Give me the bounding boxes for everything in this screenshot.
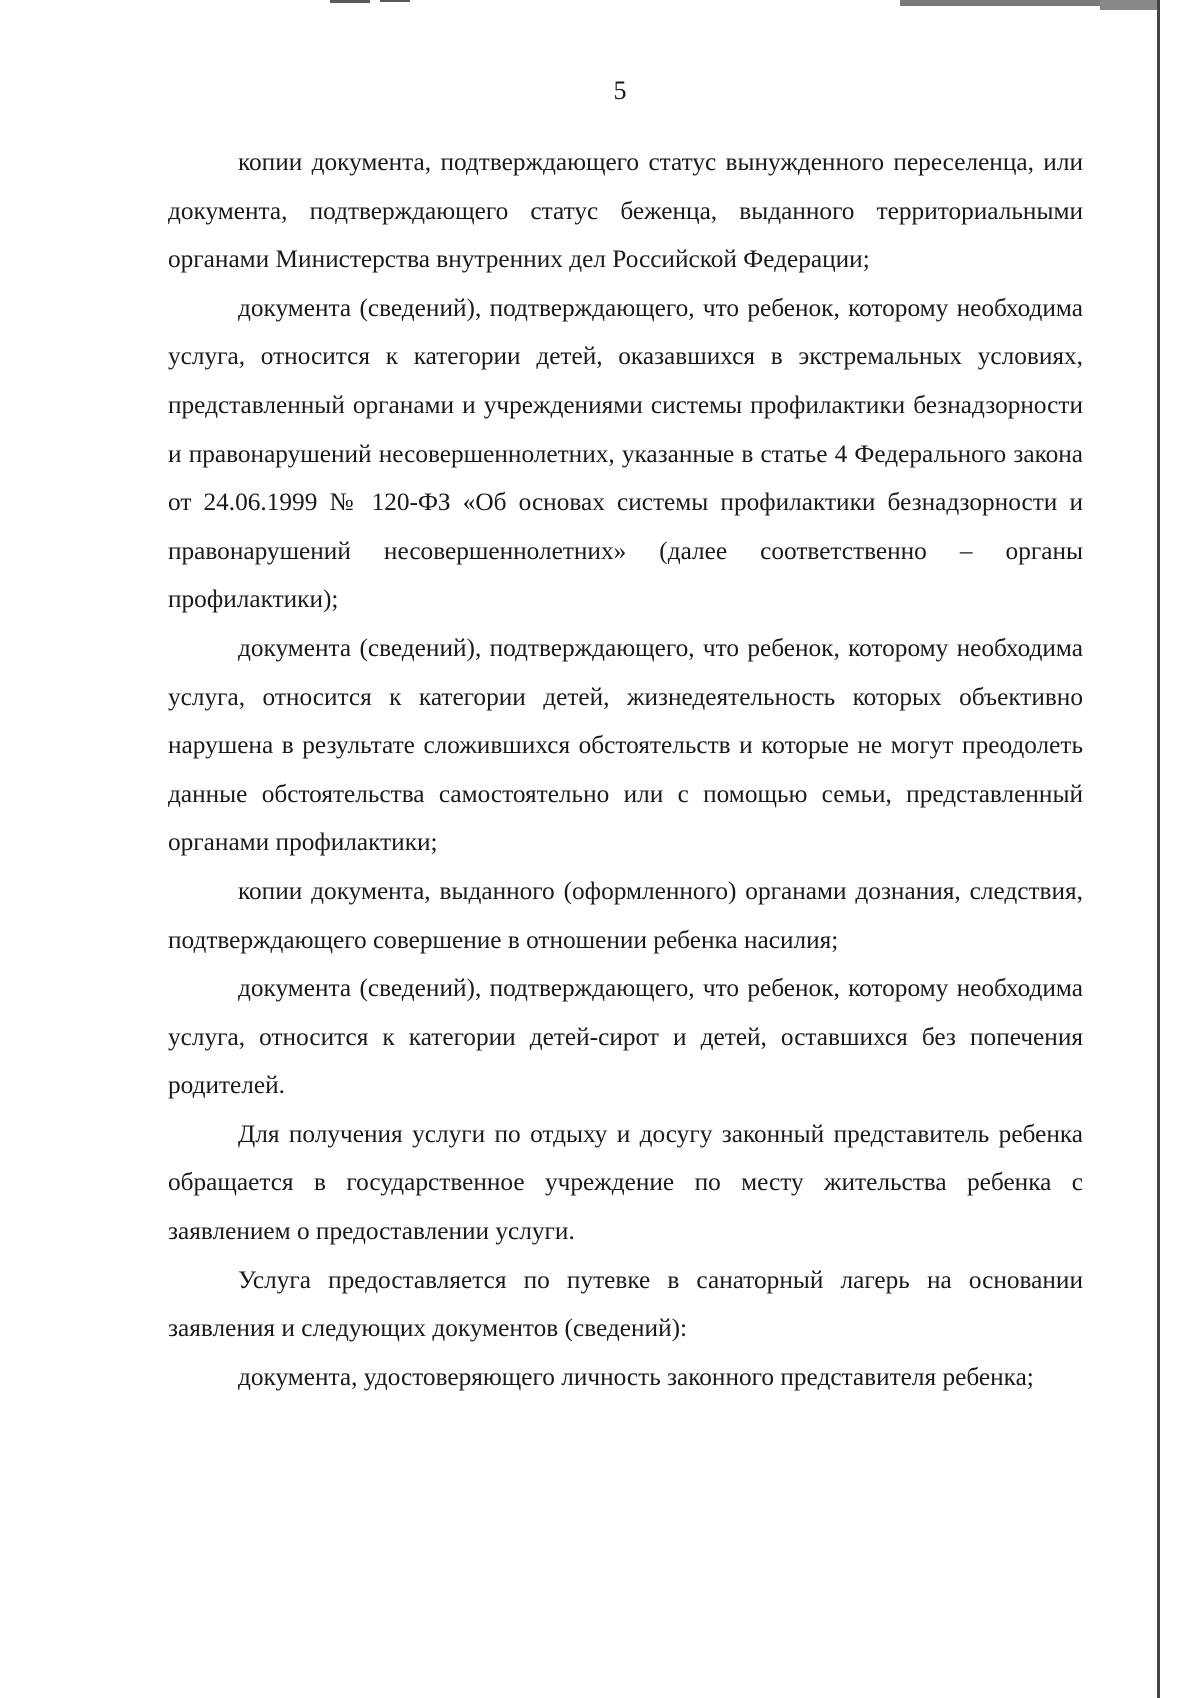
paragraph: Для получения услуги по отдыху и досугу законный представитель ребенка обращается в государственное учреждение по месту жительства ребенка с заявлением о предоставлении услуги.: [168, 1119, 1083, 1246]
paragraph: документа (сведений), подтверждающего, что ребенок, которому необходима услуга, относится к категории детей, жизнедеятельность которых объективно нарушена в результате сложившихся обстоятельств и которые не могут преодолеть данные обстоятельства самостоятельно или с помощью семьи, представленный органами профилактики;: [168, 633, 1083, 857]
scan-streak: [380, 0, 410, 2]
paragraph: документа (сведений), подтверждающего, что ребенок, которому необходима услуга, относится к категории детей, оказавшихся в экстремальных условиях, представленный органами и учреждениями системы профилактики безнадзорности и правонарушений несовершеннолетних, указанные в статье 4 Федерального закона от 24.06.1999 № 120-ФЗ «Об основах системы профилактики безнадзорности и правонарушений несовершеннолетних» (далее соответственно – органы профилактики);: [168, 293, 1083, 614]
paragraph: документа, удостоверяющего личность законного представителя ребенка;: [238, 1362, 1034, 1391]
scan-streak: [330, 0, 370, 3]
scan-streak: [900, 0, 1100, 6]
document-body: [168, 138, 1083, 1401]
paragraph: документа (сведений), подтверждающего, что ребенок, которому необходима услуга, относится к категории детей-сирот и детей, оставшихся без попечения родителей.: [168, 974, 1083, 1100]
paragraph: копии документа, подтверждающего статус вынужденного переселенца, или документа, подтверждающего статус беженца, выданного территориальными органами Министерства внутренних дел Российской Федерации;: [168, 148, 1083, 274]
scan-streak: [1100, 0, 1160, 10]
scan-edge: [1157, 0, 1160, 1698]
paragraph: Услуга предоставляется по путевке в санаторный лагерь на основании заявления и следующих документов (сведений):: [168, 1265, 1083, 1343]
page-number: 5: [613, 76, 627, 105]
paragraph: копии документа, выданного (оформленного) органами дознания, следствия, подтверждающего совершение в отношении ребенка насилия;: [168, 876, 1083, 954]
scan-artifacts: [0, 0, 1200, 24]
